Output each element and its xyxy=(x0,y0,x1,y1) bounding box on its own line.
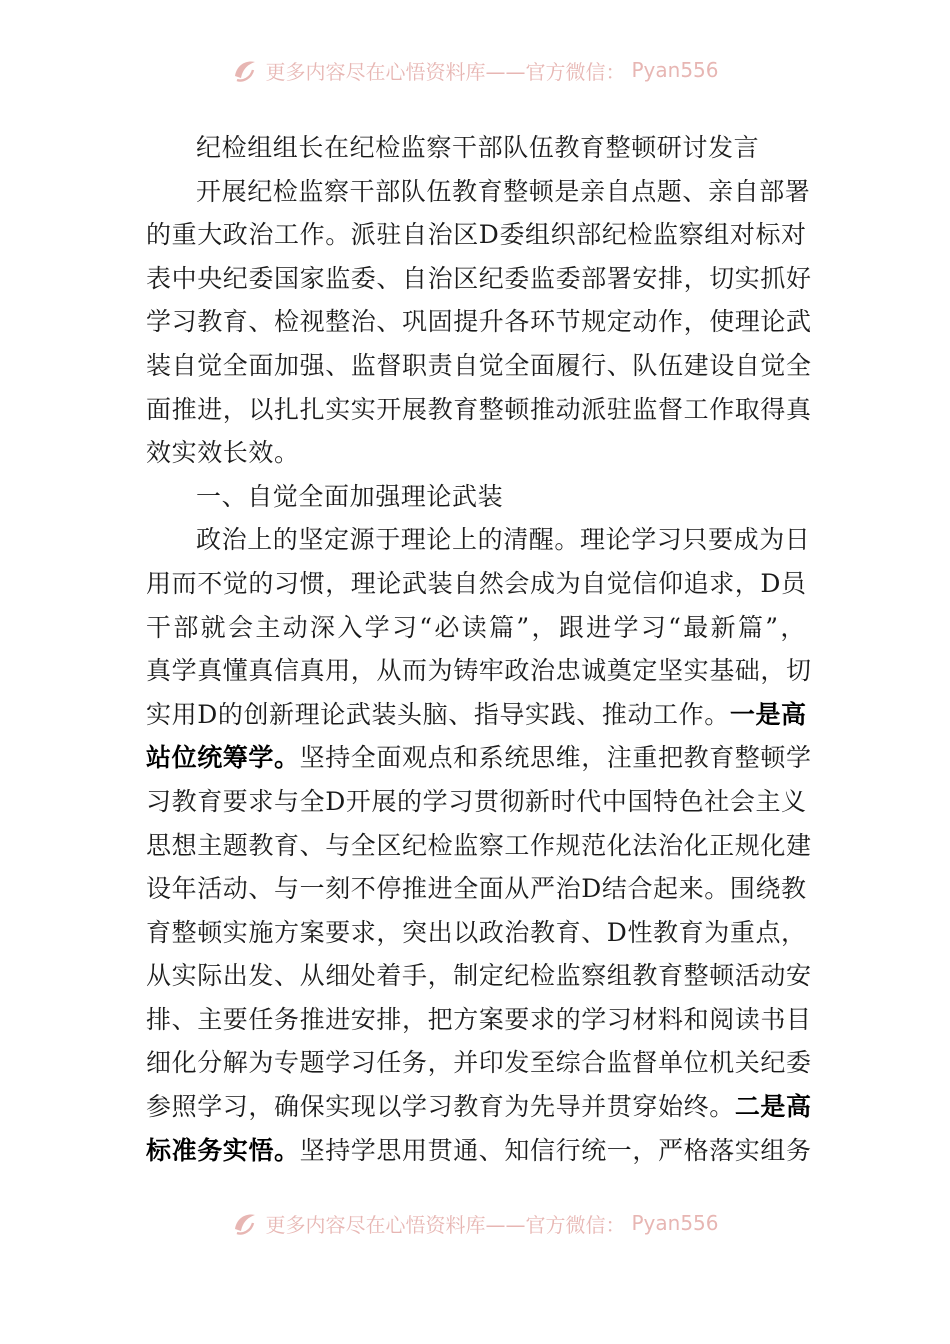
paragraph-line: 装自觉全面加强、监督职责自觉全面履行、队伍建设自觉全 xyxy=(146,350,812,380)
leaf-swirl-icon xyxy=(231,1209,259,1237)
watermark-text: 更多内容尽在心悟资料库——官方微信： xyxy=(265,1212,626,1237)
paragraph-line: 学习教育、检视整治、巩固提升各环节规定动作，使理论武 xyxy=(146,307,812,337)
paragraph-line: 的重大政治工作。派驻自治区D委组织部纪检监察组对标对 xyxy=(146,220,807,250)
watermark-handle: Pyan556 xyxy=(631,58,719,82)
paragraph-line xyxy=(146,736,812,780)
paragraph-line: 育整顿实施方案要求，突出以政治教育、D性教育为重点， xyxy=(146,917,807,947)
paragraph-line: 思想主题教育、与全区纪检监察工作规范化法治化正规化建 xyxy=(146,830,812,860)
paragraph-line: 细化分解为专题学习任务，并印发至综合监督单位机关纪委 xyxy=(146,1048,812,1078)
line-text: 坚持全面观点和系统思维，注重把教育整顿学 xyxy=(299,743,812,773)
watermark-header xyxy=(0,50,950,90)
watermark-footer xyxy=(0,1203,950,1243)
document-title: 纪检组组长在纪检监察干部队伍教育整顿研讨发言 xyxy=(196,133,760,162)
paragraph-line xyxy=(146,1085,812,1129)
paragraph-line: 用而不觉的习惯，理论武装自然会成为自觉信仰追求，D员 xyxy=(146,568,807,598)
paragraph-line: 效实效长效。 xyxy=(146,438,300,468)
emphasis-text: 站位统筹学。 xyxy=(146,743,300,773)
document-body xyxy=(146,126,812,1172)
paragraph-line: 排、主要任务推进安排，把方案要求的学习材料和阅读书目 xyxy=(146,1004,812,1034)
leaf-swirl-icon xyxy=(231,56,259,84)
paragraph-line: 表中央纪委国家监委、自治区纪委监委部署安排，切实抓好 xyxy=(146,263,812,293)
emphasis-text: 标准务实悟。 xyxy=(146,1135,300,1165)
watermark-handle: Pyan556 xyxy=(631,1211,719,1235)
paragraph-line: 政治上的坚定源于理论上的清醒。理论学习只要成为日 xyxy=(196,525,811,555)
paragraph-line: 开展纪检监察干部队伍教育整顿是亲自点题、亲自部署 xyxy=(196,176,811,206)
line-text: 参照学习，确保实现以学习教育为先导并贯穿始终。 xyxy=(146,1092,735,1122)
paragraph-line xyxy=(146,1129,812,1173)
line-text: 坚持学思用贯通、知信行统一，严格落实组务 xyxy=(299,1135,812,1165)
paragraph-line: 干部就会主动深入学习“必读篇”，跟进学习“最新篇”， xyxy=(146,612,806,642)
paragraph-line: 从实际出发、从细处着手，制定纪检监察组教育整顿活动安 xyxy=(146,961,812,991)
paragraph-line: 设年活动、与一刻不停推进全面从严治D结合起来。围绕教 xyxy=(146,874,807,904)
line-text: 实用D的创新理论武装头脑、指导实践、推动工作。 xyxy=(146,699,730,729)
watermark-text: 更多内容尽在心悟资料库——官方微信： xyxy=(265,59,626,84)
section-heading: 一、自觉全面加强理论武装 xyxy=(196,481,504,511)
paragraph-line: 真学真懂真信真用，从而为铸牢政治忠诚奠定坚实基础，切 xyxy=(146,656,812,686)
emphasis-text: 一是高 xyxy=(729,699,807,729)
paragraph-line: 面推进，以扎扎实实开展教育整顿推动派驻监督工作取得真 xyxy=(146,394,812,424)
paragraph-line xyxy=(146,693,806,737)
paragraph-line: 习教育要求与全D开展的学习贯彻新时代中国特色社会主义 xyxy=(146,786,807,816)
emphasis-text: 二是高 xyxy=(734,1092,812,1122)
